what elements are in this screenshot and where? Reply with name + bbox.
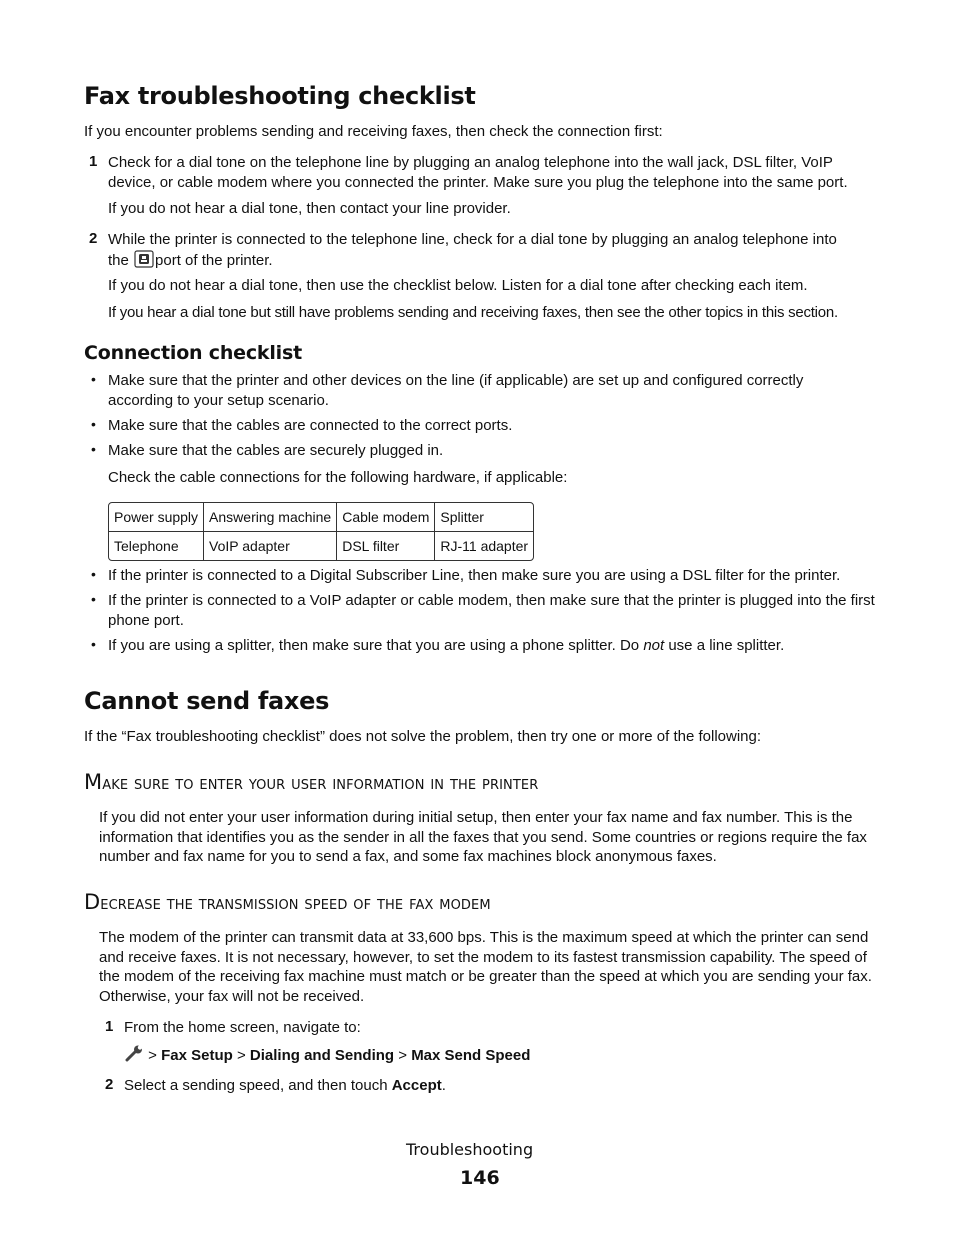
- heading-initial: D: [84, 890, 101, 914]
- bullet-text-post: use a line splitter.: [664, 637, 785, 654]
- table-row: [109, 503, 533, 532]
- step-text-pre: Select a sending speed, and then touch: [124, 1077, 392, 1094]
- bullet-item: Make sure that the printer and other devices on the line (if applicable) are set up and configured correctly according to your setup scenario.: [108, 372, 804, 409]
- path-item-max-send-speed: Max Send Speed: [411, 1047, 531, 1064]
- step-text: Check for a dial tone on the telephone line by plugging an analog telephone into the wall jack, DSL filter, VoIP device, or cable modem where you connected the printer. Make sure you plug the telephone into the same port.: [108, 154, 848, 191]
- table-cell: DSL filter: [337, 532, 435, 560]
- table-cell: Cable modem: [337, 503, 435, 532]
- step-text-pre: the: [108, 252, 129, 269]
- bullet-dot: •: [91, 566, 96, 582]
- heading-rest: ake sure to enter your user information in the printer: [102, 773, 539, 794]
- accept-label: Accept: [391, 1077, 442, 1094]
- bullet-text-emphasis: not: [643, 637, 665, 654]
- page-number: 146: [460, 1167, 500, 1189]
- step-number: 1: [89, 153, 98, 170]
- phone-port-icon: [134, 250, 154, 274]
- bullet-item: If the printer is connected to a Digital Subscriber Line, then make sure you are using a DSL filter for the printer.: [108, 567, 841, 584]
- section-title-cannot-send: Cannot send faxes: [84, 687, 330, 715]
- bullet-dot: •: [91, 416, 96, 432]
- table-cell: Power supply: [109, 503, 204, 532]
- bullet-text-pre: If you are using a splitter, then make sure that you are using a phone splitter. Do: [108, 637, 644, 654]
- body-paragraph: The modem of the printer can transmit data at 33,600 bps. This is the maximum speed at which the printer can send and receive faxes. It is not necessary, however, to set the modem to its fastest transmission capability. The speed of the modem of the receiving fax machine must match or be greater than the speed at which you are sending your fax. Otherwise, your fax will not be received.: [99, 929, 872, 1005]
- bullet-item: If the printer is connected to a VoIP adapter or cable modem, then make sure that the printer is plugged into the first phone port.: [108, 592, 875, 629]
- bullet-dot: •: [91, 441, 96, 457]
- hardware-intro: Check the cable connections for the following hardware, if applicable:: [108, 469, 568, 486]
- table-cell: VoIP adapter: [204, 532, 337, 560]
- step-number: 1: [105, 1018, 114, 1035]
- path-separator: >: [398, 1047, 408, 1064]
- bullet-item: Make sure that the cables are connected to the correct ports.: [108, 417, 513, 434]
- step-text-line: [108, 250, 273, 274]
- path-item-fax-setup: Fax Setup: [161, 1047, 233, 1064]
- bullet-dot: •: [91, 591, 96, 607]
- intro-paragraph: If you encounter problems sending and receiving faxes, then check the connection first:: [84, 123, 663, 140]
- heading-initial: M: [84, 770, 103, 794]
- step-text-post: port of the printer.: [155, 252, 273, 269]
- table-cell: Splitter: [435, 503, 533, 532]
- step-note: If you do not hear a dial tone, then contact your line provider.: [108, 200, 511, 217]
- subsection-title-connection: Connection checklist: [84, 342, 302, 364]
- bullet-dot: •: [91, 371, 96, 387]
- table-cell: Telephone: [109, 532, 204, 560]
- intro-paragraph: If the “Fax troubleshooting checklist” does not solve the problem, then try one or more of the following:: [84, 728, 762, 745]
- body-paragraph: If you did not enter your user information during initial setup, then enter your fax name and fax number. This is the information that identifies you as the sender in all the faxes that you send. Some countries or regions require the fax number and fax name for you to send a fax, and some fax machines block anonymous faxes.: [99, 809, 867, 866]
- section-title-fax-checklist: Fax troubleshooting checklist: [84, 82, 476, 110]
- footer-section-label: Troubleshooting: [406, 1140, 534, 1159]
- table-cell: RJ-11 adapter: [440, 538, 529, 554]
- path-separator: >: [148, 1047, 157, 1064]
- step-note: If you do not hear a dial tone, then use the checklist below. Listen for a dial tone after checking each item.: [108, 277, 808, 294]
- table-row: [109, 532, 533, 560]
- step-number: 2: [89, 230, 98, 247]
- bullet-item: Make sure that the cables are securely plugged in.: [108, 442, 444, 459]
- step-number: 2: [105, 1076, 114, 1093]
- bullet-dot: •: [91, 636, 96, 652]
- step-text: [124, 1076, 446, 1096]
- table-cell: Answering machine: [204, 503, 337, 532]
- subsection-title-user-info: [84, 770, 538, 794]
- step-text: While the printer is connected to the telephone line, check for a dial tone by plugging an analog telephone into: [108, 231, 837, 248]
- path-item-dialing-sending: Dialing and Sending: [249, 1047, 395, 1064]
- hardware-table: [108, 502, 534, 561]
- subsection-title-modem-speed: [84, 890, 491, 914]
- step-text: From the home screen, navigate to:: [124, 1019, 361, 1036]
- step-note: If you hear a dial tone but still have problems sending and receiving faxes, then see the other topics in this section.: [108, 304, 838, 321]
- path-separator: >: [236, 1047, 246, 1064]
- step-text-post: .: [441, 1077, 446, 1094]
- wrench-icon: [124, 1045, 144, 1068]
- heading-rest: ecrease the transmission speed of the fax modem: [100, 893, 491, 914]
- navigation-path: [124, 1045, 530, 1068]
- bullet-item: [108, 636, 784, 656]
